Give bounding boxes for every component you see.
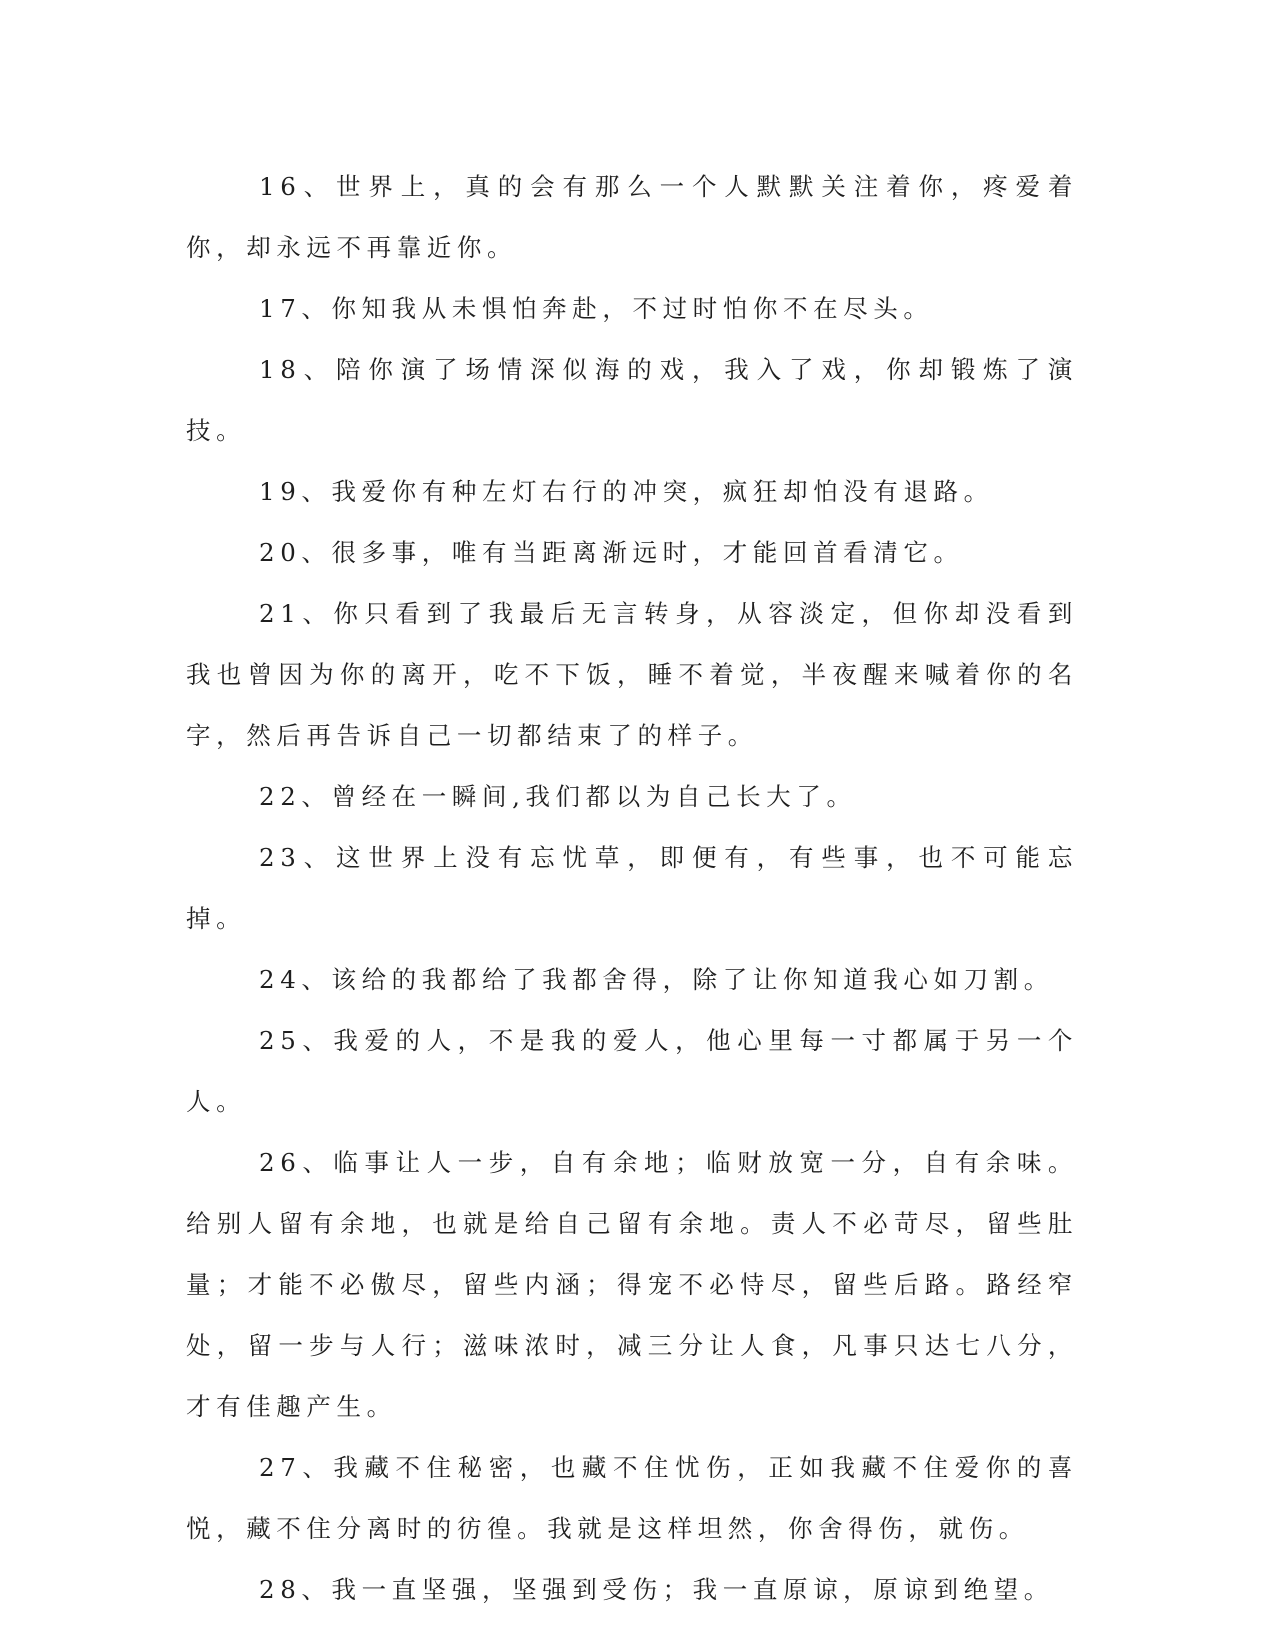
paragraph-28: 28、我一直坚强，坚强到受伤；我一直原谅，原谅到绝望。	[259, 1575, 1054, 1604]
paragraph-19: 19、我爱你有种左灯右行的冲突，疯狂却怕没有退路。	[259, 477, 994, 506]
paragraph-17: 17、你知我从未惧怕奔赴，不过时怕你不在尽头。	[259, 294, 934, 323]
paragraph-26: 26、临事让人一步，自有余地；临财放宽一分，自有余味。给别人留有余地，也就是给自己留有余地。责人不必苛尽，留些肚量；才能不必傲尽，留些内涵；得宠不必恃尽，留些后路。路经窄处，留一步与人行；滋味浓时，减三分让人食，凡事只达七八分，才有佳趣产生。	[186, 1148, 1078, 1421]
paragraph-27: 27、我藏不住秘密，也藏不住忧伤，正如我藏不住爱你的喜悦，藏不住分离时的彷徨。我就是这样坦然，你舍得伤，就伤。	[186, 1453, 1078, 1543]
paragraph-21: 21、你只看到了我最后无言转身，从容淡定，但你却没看到我也曾因为你的离开，吃不下饭，睡不着觉，半夜醒来喊着你的名字，然后再告诉自己一切都结束了的样子。	[186, 599, 1078, 750]
paragraph-18: 18、陪你演了场情深似海的戏，我入了戏，你却锻炼了演技。	[186, 355, 1078, 445]
paragraph-23: 23、这世界上没有忘忧草，即便有，有些事，也不可能忘掉。	[186, 843, 1078, 933]
paragraph-20: 20、很多事，唯有当距离渐远时，才能回首看清它。	[259, 538, 964, 567]
paragraph-16: 16、世界上，真的会有那么一个人默默关注着你，疼爱着你，却永远不再靠近你。	[186, 172, 1078, 262]
document-body	[186, 156, 1078, 1620]
paragraph-25: 25、我爱的人，不是我的爱人，他心里每一寸都属于另一个人。	[186, 1026, 1078, 1116]
paragraph-24: 24、该给的我都给了我都舍得，除了让你知道我心如刀割。	[259, 965, 1054, 994]
paragraph-22: 22、曾经在一瞬间,我们都以为自己长大了。	[259, 782, 857, 811]
